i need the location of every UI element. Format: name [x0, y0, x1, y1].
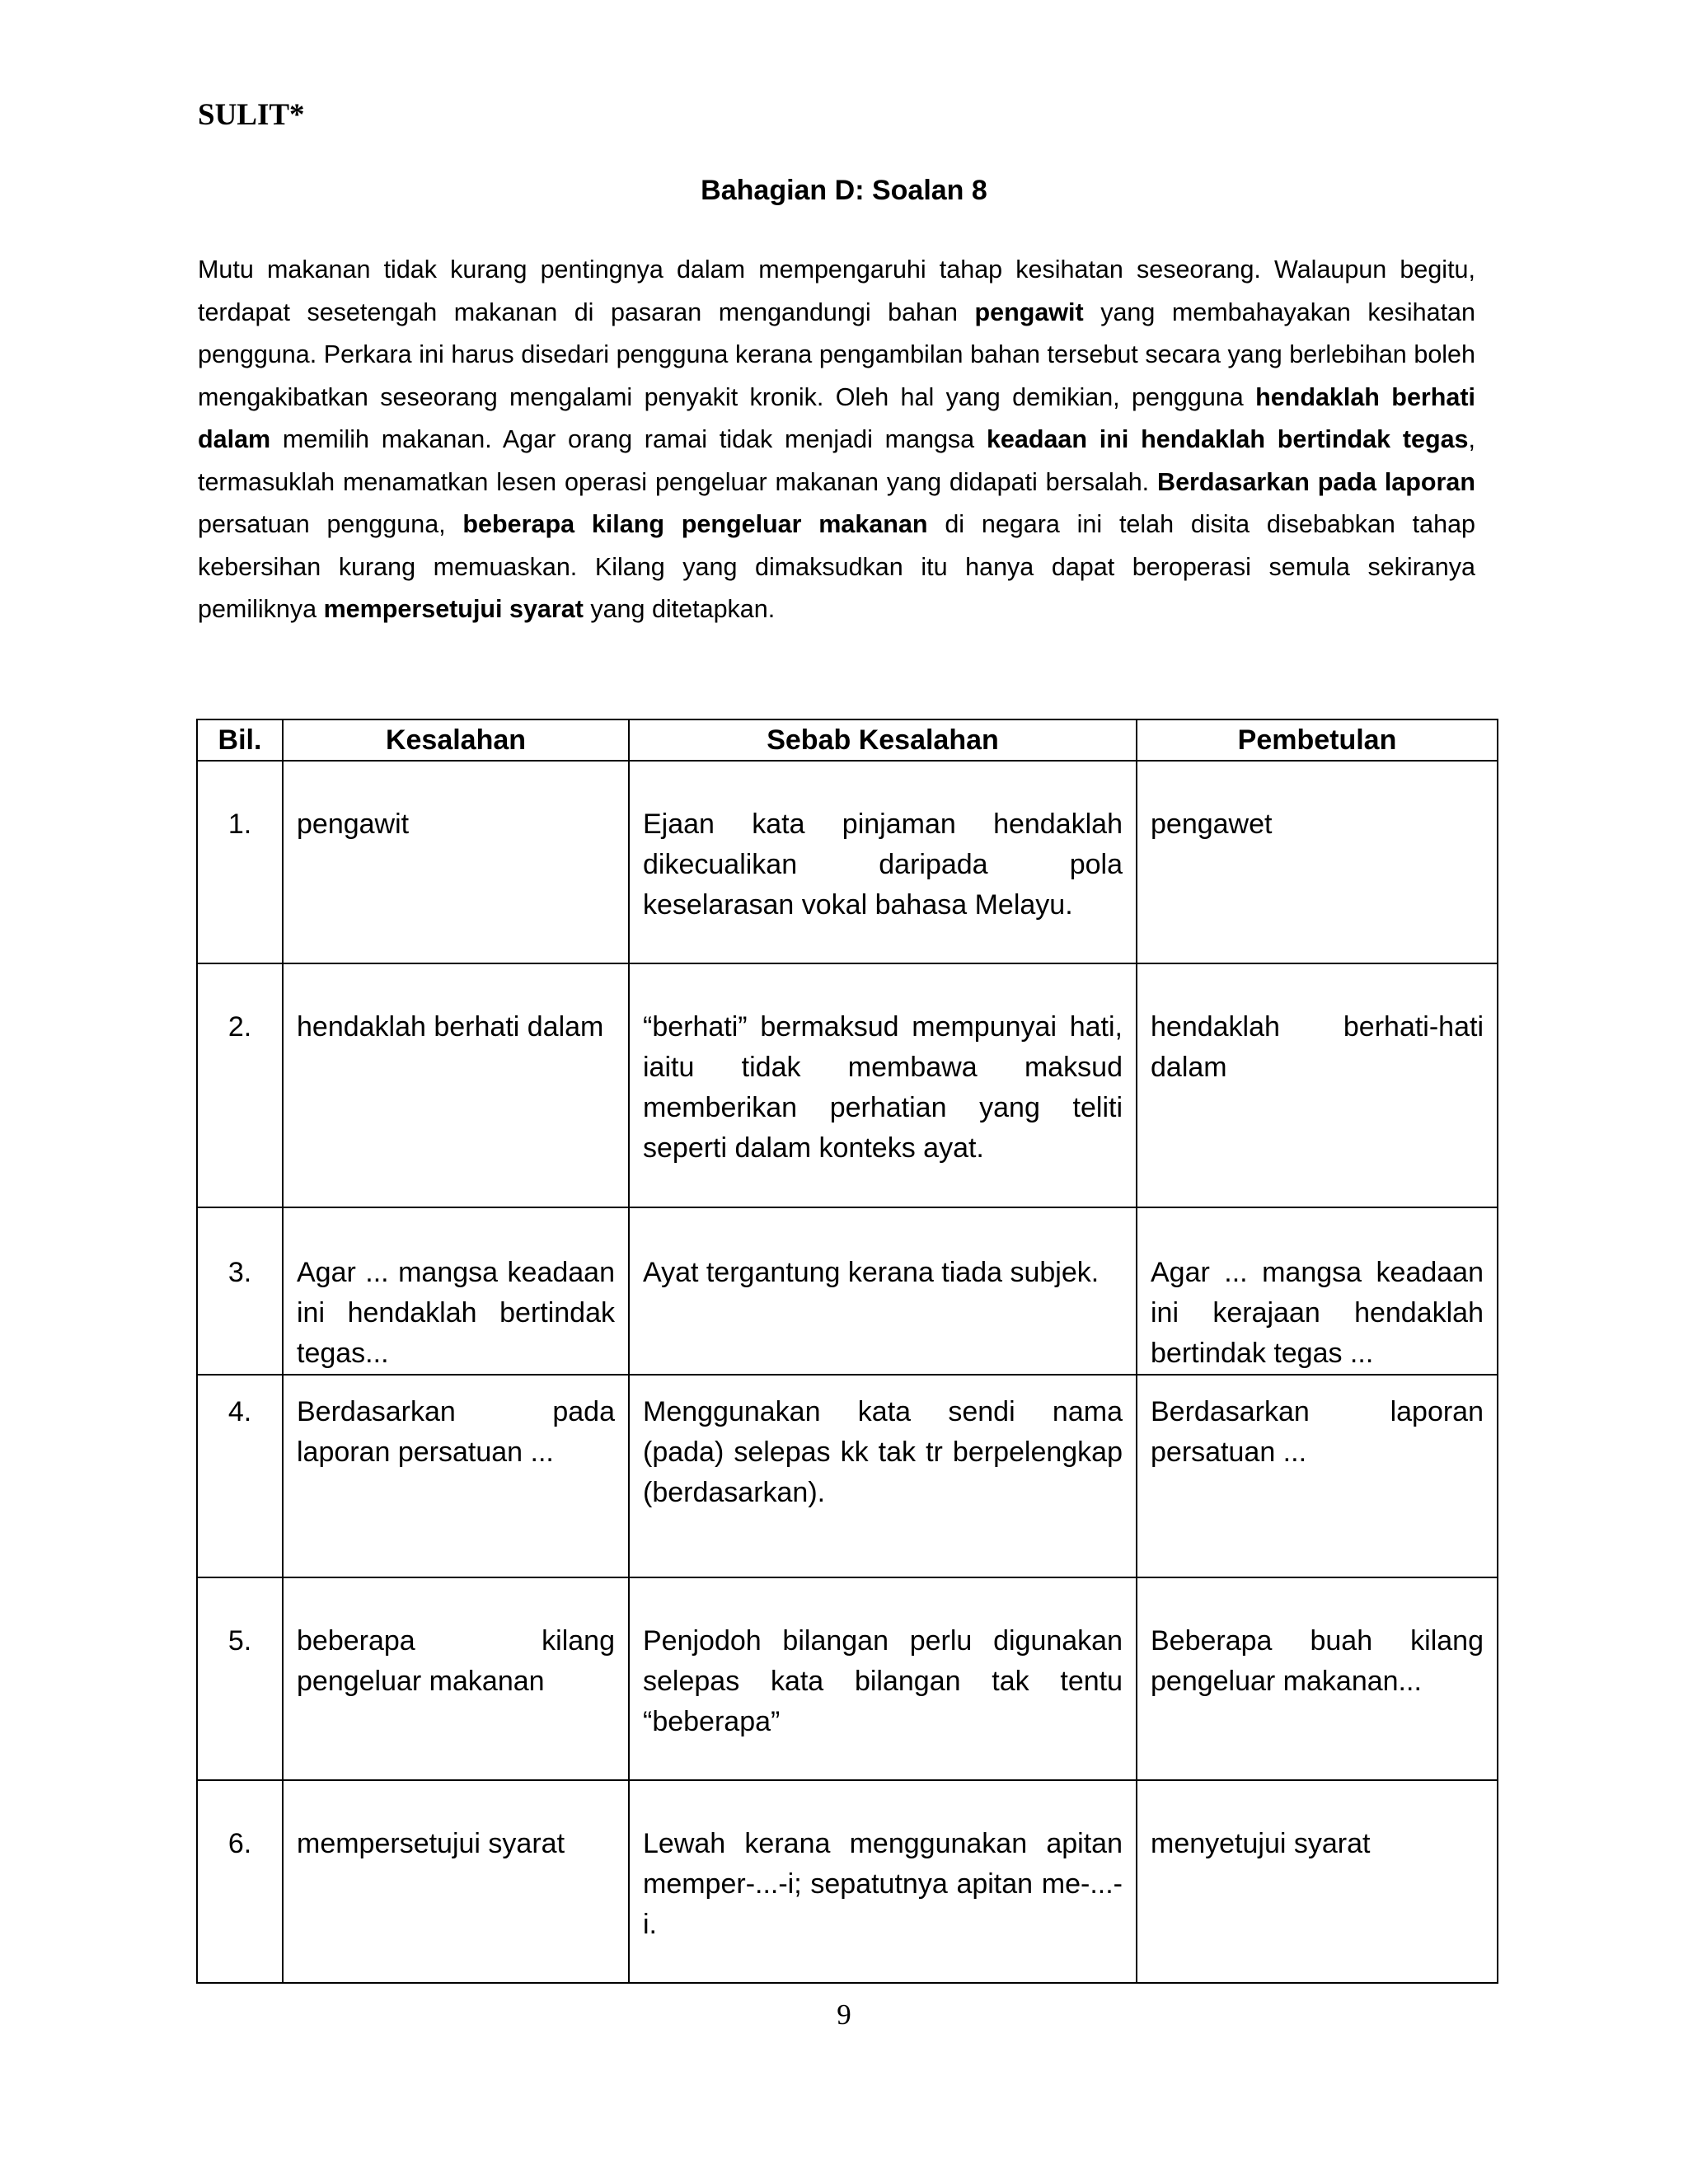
error-highlight: keadaan ini hendaklah bertindak tegas — [986, 425, 1469, 453]
header-pembetulan: Pembetulan — [1137, 719, 1498, 761]
cell-bil: 3. — [197, 1207, 283, 1375]
section-title: Bahagian D: Soalan 8 — [701, 175, 987, 206]
question-passage — [198, 249, 1475, 631]
cell-pembetulan: pengawet — [1137, 761, 1498, 963]
cell-sebab: Lewah kerana menggunakan apitan memper-...-i; sepatutnya apitan me-...-i. — [629, 1780, 1137, 1983]
table-row — [197, 963, 1498, 1207]
passage-text: persatuan pengguna, — [198, 510, 463, 538]
cell-bil: 5. — [197, 1577, 283, 1780]
cell-kesalahan: beberapa kilang pengeluar makanan — [283, 1577, 629, 1780]
cell-kesalahan: Berdasarkan pada laporan persatuan ... — [283, 1375, 629, 1577]
cell-pembetulan: Agar ... mangsa keadaan ini kerajaan hendaklah bertindak tegas ... — [1137, 1207, 1498, 1375]
header-bil: Bil. — [197, 719, 283, 761]
cell-kesalahan: hendaklah berhati dalam — [283, 963, 629, 1207]
passage-text: di negara ini telah disita disebabkan tahap kebersihan kurang memuaskan. Kilang yang dimaksudkan itu hanya dapat beroperasi semula sekiranya pemiliknya — [198, 510, 1475, 623]
cell-bil: 1. — [197, 761, 283, 963]
cell-pembetulan: hendaklah berhati-hati dalam — [1137, 963, 1498, 1207]
passage-text: Mutu makanan tidak kurang pentingnya dalam mempengaruhi tahap kesihatan seseorang. Walaupun begitu, terdapat sesetengah makanan di pasaran mengandungi bahan — [198, 255, 1475, 326]
cell-sebab: Penjodoh bilangan perlu digunakan selepas kata bilangan tak tentu “beberapa” — [629, 1577, 1137, 1780]
cell-sebab: Ejaan kata pinjaman hendaklah dikecualikan daripada pola keselarasan vokal bahasa Melayu. — [629, 761, 1137, 963]
cell-bil: 6. — [197, 1780, 283, 1983]
cell-sebab: Menggunakan kata sendi nama (pada) selepas kk tak tr berpelengkap (berdasarkan). — [629, 1375, 1137, 1577]
table-row — [197, 761, 1498, 963]
error-highlight: beberapa kilang pengeluar makanan — [462, 510, 928, 538]
table-row — [197, 1780, 1498, 1983]
error-highlight: Berdasarkan pada laporan — [1157, 467, 1475, 496]
cell-pembetulan: Beberapa buah kilang pengeluar makanan... — [1137, 1577, 1498, 1780]
cell-bil: 2. — [197, 963, 283, 1207]
page-number: 9 — [837, 1999, 851, 2031]
error-highlight: hendaklah berhati dalam — [198, 382, 1475, 453]
table-row — [197, 1577, 1498, 1780]
answer-table — [196, 719, 1498, 1984]
table-row — [197, 1375, 1498, 1577]
error-highlight: pengawit — [974, 298, 1084, 326]
cell-pembetulan: menyetujui syarat — [1137, 1780, 1498, 1983]
cell-kesalahan: pengawit — [283, 761, 629, 963]
passage-text: , termasuklah menamatkan lesen operasi pengeluar makanan yang didapati bersalah. — [198, 425, 1475, 496]
passage-text: yang ditetapkan. — [583, 595, 776, 623]
header-kesalahan: Kesalahan — [283, 719, 629, 761]
table-header-row — [197, 719, 1498, 761]
cell-pembetulan: Berdasarkan laporan persatuan ... — [1137, 1375, 1498, 1577]
error-highlight: mempersetujui syarat — [323, 595, 584, 623]
cell-sebab: “berhati” bermaksud mempunyai hati, iaitu tidak membawa maksud memberikan perhatian yang teliti seperti dalam konteks ayat. — [629, 963, 1137, 1207]
cell-kesalahan: Agar ... mangsa keadaan ini hendaklah bertindak tegas... — [283, 1207, 629, 1375]
header-sebab-kesalahan: Sebab Kesalahan — [629, 719, 1137, 761]
cell-sebab: Ayat tergantung kerana tiada subjek. — [629, 1207, 1137, 1375]
cell-bil: 4. — [197, 1375, 283, 1577]
passage-text: memilih makanan. Agar orang ramai tidak menjadi mangsa — [270, 425, 987, 453]
cell-kesalahan: mempersetujui syarat — [283, 1780, 629, 1983]
passage-text: yang membahayakan kesihatan pengguna. Perkara ini harus disedari pengguna kerana pengambilan bahan tersebut secara yang berlebihan boleh mengakibatkan seseorang mengalami penyakit kronik. Oleh hal yang demikian, pengguna — [198, 298, 1475, 411]
table-row — [197, 1207, 1498, 1375]
confidential-label: SULIT* — [198, 98, 305, 132]
